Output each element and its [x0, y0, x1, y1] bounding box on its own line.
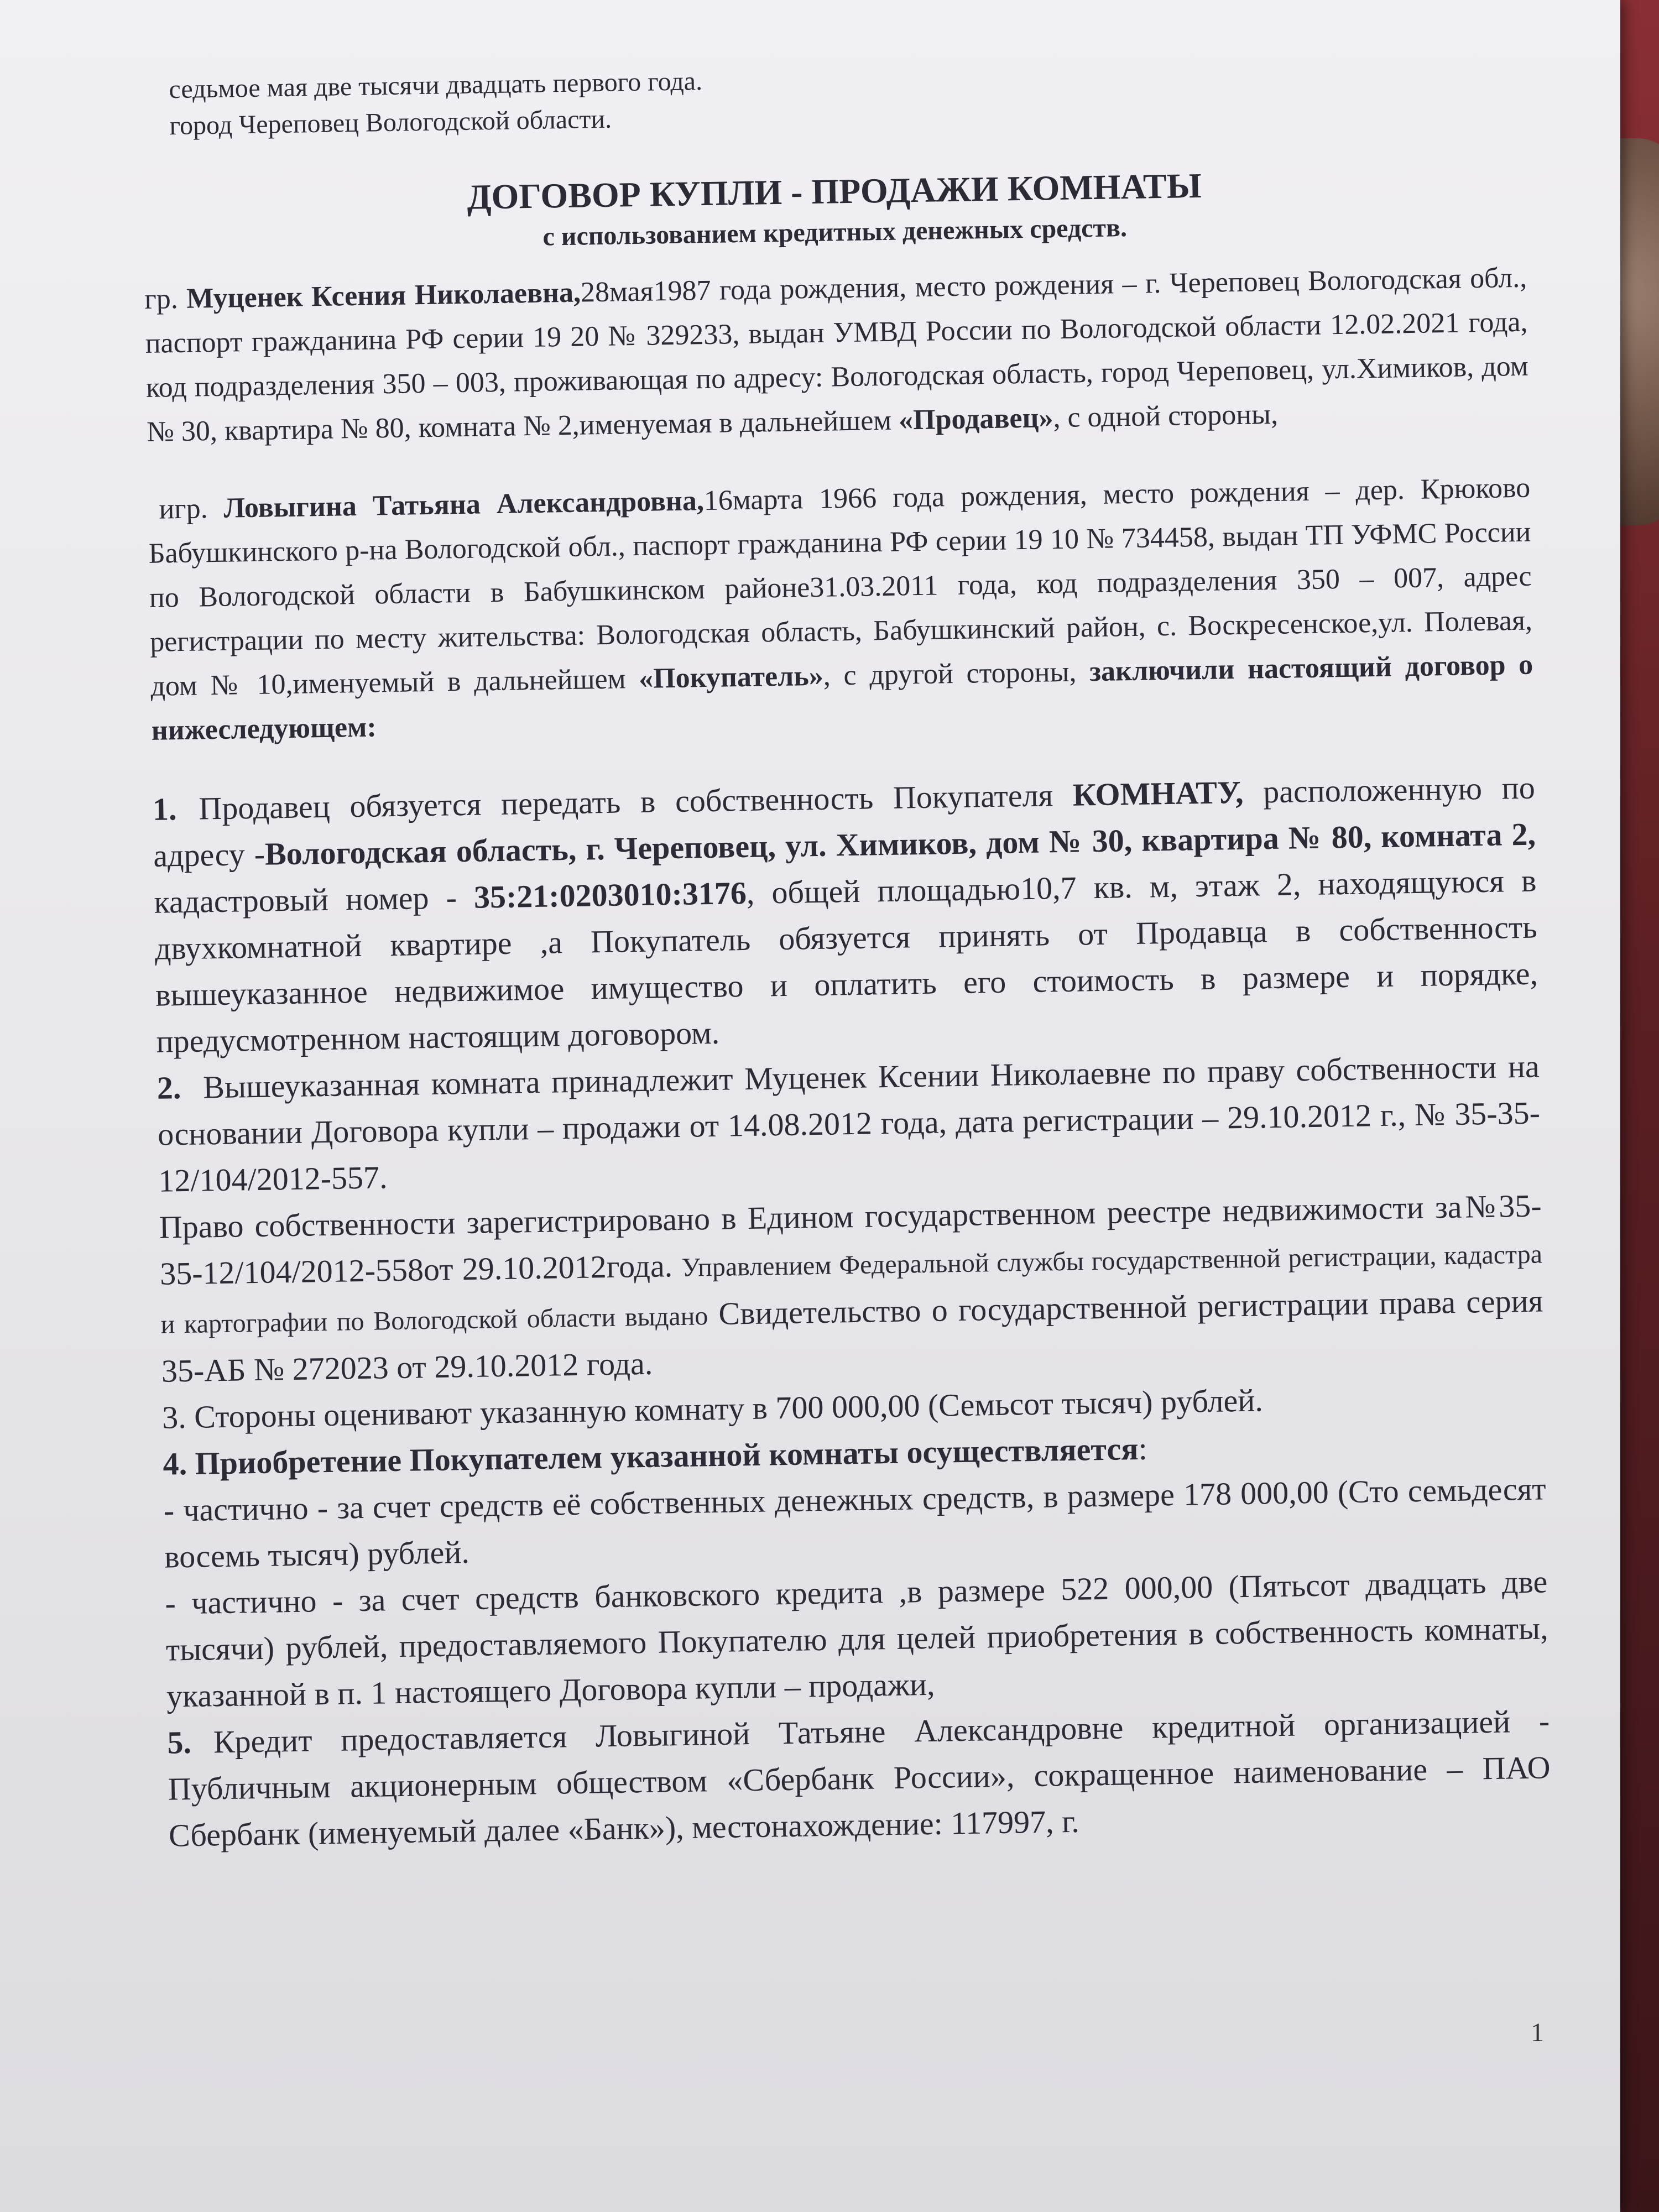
buyer-role: «Покупатель» — [638, 660, 824, 695]
seller-role: «Продавец» — [898, 402, 1053, 436]
document-title: ДОГОВОР КУПЛИ - ПРОДАЖИ КОМНАТЫ — [466, 165, 1202, 217]
seller-paragraph — [144, 256, 1530, 455]
seller-details: 28мая1987 года рождения, место рождения – г. Череповец Вологодская обл., паспорт гражданина РФ серии 19 20 № 329233, выдан УМВД России по Вологодской области 12.02.2021 года, код подразделения 350 – 003, проживающая по адресу: Вологодская область, город Череповец, ул.Химиков, дом № 30, квартира № 80, комната № 2,именуемая в дальнейшем — [145, 262, 1529, 448]
buyer-prefix: игр. — [158, 493, 208, 525]
page-number: 1 — [1531, 2018, 1544, 2047]
seller-name: Муценек Ксения Николаевна, — [186, 276, 581, 315]
clause-1-text-a: Продавец обязуется передать в собственность Покупателя — [198, 777, 1053, 827]
clause-2 — [156, 1044, 1541, 1204]
clause-1-object: КОМНАТУ, — [1072, 774, 1244, 813]
document-content — [141, 50, 1551, 1859]
clause-1-address: Вологодская область, г. Череповец, ул. Химиков, дом № 30, квартира № 80, комната 2, — [264, 816, 1536, 872]
clause-1-text-c: кадастровый номер - — [154, 879, 457, 920]
clause-1 — [152, 765, 1539, 1065]
clause-1-number: 1. — [152, 791, 177, 827]
clause-5-text: Кредит предоставляется Ловыгиной Татьяне Александровне кредитной организацией - Публичным акционерным обществом «Сбербанк России», сокращенное наименование – ПАО Сбербанк (именуемый далее «Банк»), местонахождение: 117997, г. — [168, 1703, 1551, 1854]
clause-1-text-d: , общей площадью10,7 кв. м, этаж 2, находящуюся в двухкомнатной квартире ,а Покупатель обязуется принять от Продавца в собственность вышеуказанное недвижимое имущество и оплатить его стоимость в размере и порядке, предусмотренном настоящим договором. — [154, 862, 1538, 1060]
buyer-details: 16марта 1966 года рождения, место рождения – дер. Крюково Бабушкинского р-на Вологодской обл., паспорт гражданина РФ серии 19 10 № 734458, выдан ТП УФМС России по Вологодской области в Бабушкинском районе31.03.2011 года, код подразделения 350 – 007, адрес регистрации по месту жительства: Вологодская область, Бабушкинский район, с. Воскресенское,ул. Полевая, дом № 10,именуемый в дальнейшем — [148, 472, 1533, 702]
document-subtitle: с использованием кредитных денежных средств. — [542, 213, 1128, 252]
seller-suffix: , с одной стороны, — [1052, 398, 1279, 434]
clause-2-number: 2. — [156, 1070, 181, 1106]
clause-2-registry-c: Свидетельство о государственной регистрации права серия 35-АБ № 272023 от 29.10.2012 года. — [161, 1282, 1543, 1389]
clause-2-registry-b: Управлением Федеральной службы государственной регистрации, кадастра и картографии по Вологодской области выдано — [160, 1239, 1543, 1339]
concluded-statement: заключили настоящий договор о нижеследующем: — [151, 649, 1533, 747]
clause-1-cadastral: 35:21:0203010:3176 — [473, 874, 747, 915]
seller-prefix: гр. — [144, 283, 179, 315]
clause-2-text: Вышеуказанная комната принадлежит Муценек Ксении Николаевне по праву собственности на основании Договора купли – продажи от 14.08.2012 года, дата регистрации – 29.10.2012 г., № 35-35-12/104/2012-557. — [157, 1048, 1541, 1199]
clause-2-registry — [159, 1182, 1544, 1394]
clause-5 — [167, 1698, 1552, 1859]
clause-2-registry-a: Право собственности зарегистрировано в Едином государственном реестре недвижимости за№35-35-12/104/2012-558от 29.10.2012года. — [159, 1187, 1542, 1292]
buyer-name: Ловыгина Татьяна Александровна, — [223, 485, 705, 524]
clause-3: 3. Стороны оценивают указанную комнату в 700 000,00 (Семьсот тысяч) рублей. — [161, 1382, 1264, 1436]
city-line: город Череповец Вологодской области. — [169, 104, 612, 141]
date-line: седьмое мая две тысячи двадцать первого года. — [169, 66, 703, 105]
clause-4-heading-text: 4. Приобретение Покупателем указанной комнаты осуществляется — [163, 1430, 1139, 1482]
clause-4-colon: : — [1138, 1430, 1148, 1467]
buyer-paragraph — [148, 466, 1534, 753]
clause-4-part-2: - частично - за счет средств банковского кредита ,в размере 522 000,00 (Пятьсот двадцать две тысячи) рублей, предоставляемого Покупателю для целей приобретения в собственность комнаты, указанной в п. 1 настоящего Договора купли – продажи, — [164, 1563, 1549, 1714]
clause-1-text-b: расположенную по адресу - — [153, 769, 1536, 874]
buyer-suffix: , с другой стороны, — [823, 656, 1077, 692]
clause-4-part-1: - частично - за счет средств её собственных денежных средств, в размере 178 000,00 (Сто семьдесят восемь тысяч) рублей. — [163, 1470, 1547, 1575]
clause-5-number: 5. — [166, 1724, 192, 1761]
